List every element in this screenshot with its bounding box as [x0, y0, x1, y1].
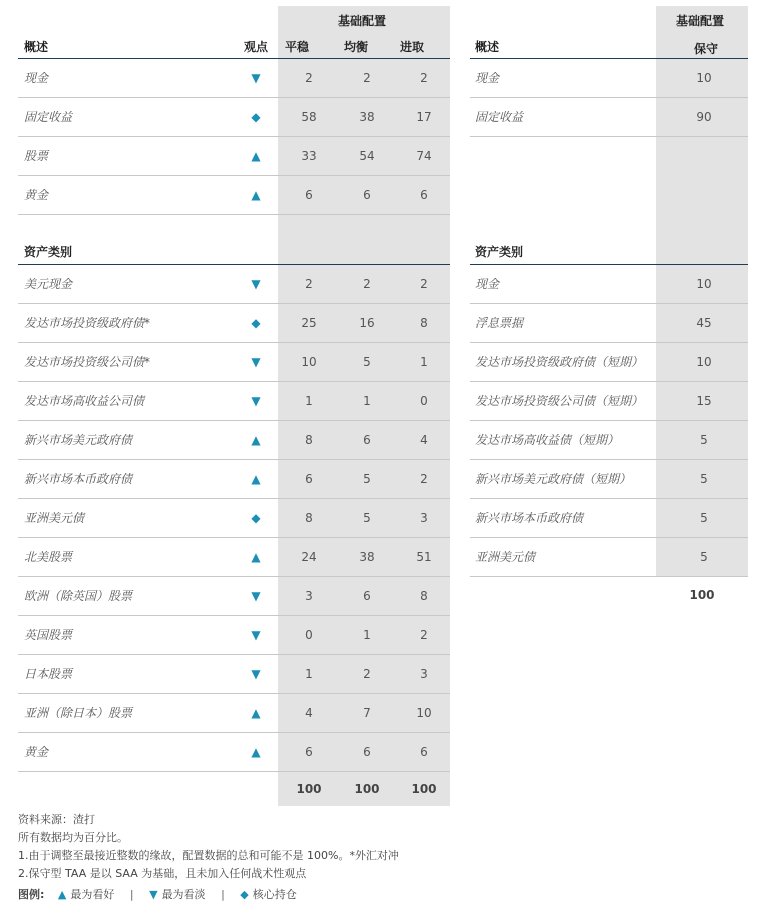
row-label: 发达市场投资级政府债*	[24, 316, 151, 330]
table-row	[18, 460, 450, 499]
row-label: 发达市场高收益债（短期）	[475, 433, 620, 447]
left-section-title: 资产类别	[24, 245, 73, 259]
source-note: 资料来源：渣打	[18, 813, 95, 826]
legend-up-text: 最为看好	[70, 888, 115, 901]
value-a: 1	[305, 394, 313, 408]
triangle-up-icon: ▲	[251, 149, 261, 163]
table-row	[18, 382, 450, 421]
value-c: 10	[416, 706, 432, 720]
left-col-desc: 概述	[24, 40, 49, 54]
row-label: 发达市场投资级公司债*	[24, 355, 151, 369]
value-c: 51	[416, 550, 432, 564]
value-a: 24	[301, 550, 317, 564]
value-conservative: 45	[696, 316, 712, 330]
row-label: 现金	[475, 277, 500, 291]
value-b: 6	[363, 745, 371, 759]
table-row	[18, 499, 450, 538]
left-total-c: 100	[411, 782, 437, 796]
value-c: 2	[420, 71, 428, 85]
value-c: 2	[420, 628, 428, 642]
legend-label: 图例:	[18, 888, 45, 901]
value-b: 2	[363, 71, 371, 85]
legend	[18, 886, 297, 902]
row-label: 股票	[24, 149, 49, 163]
table-row	[18, 421, 450, 460]
value-c: 17	[416, 110, 432, 124]
row-label: 发达市场高收益公司债	[24, 394, 145, 408]
value-b: 2	[363, 667, 371, 681]
row-label: 黄金	[24, 745, 49, 759]
value-a: 25	[301, 316, 317, 330]
value-c: 6	[420, 188, 428, 202]
value-c: 4	[420, 433, 428, 447]
triangle-up-icon: ▲	[57, 888, 67, 901]
value-a: 58	[301, 110, 317, 124]
value-a: 6	[305, 188, 313, 202]
triangle-down-icon: ▼	[251, 394, 261, 408]
legend-separator: |	[221, 888, 225, 901]
table-row	[18, 616, 450, 655]
value-conservative: 5	[700, 550, 708, 564]
value-b: 7	[363, 706, 371, 720]
left-group-header: 基础配置	[338, 14, 387, 28]
triangle-down-icon: ▼	[251, 71, 261, 85]
value-b: 1	[363, 628, 371, 642]
value-b: 38	[359, 550, 375, 564]
value-c: 2	[420, 472, 428, 486]
left-col-b: 均衡	[344, 40, 369, 54]
row-divider	[470, 136, 748, 137]
value-conservative: 5	[700, 511, 708, 525]
row-label: 新兴市场本币政府债	[24, 472, 133, 486]
table-row	[18, 265, 450, 304]
left-col-c: 进取	[400, 40, 425, 54]
right-col-desc: 概述	[475, 40, 500, 54]
value-b: 54	[359, 149, 375, 163]
value-a: 2	[305, 71, 313, 85]
row-label: 黄金	[24, 188, 49, 202]
table-row	[470, 460, 748, 499]
value-b: 2	[363, 277, 371, 291]
value-a: 0	[305, 628, 313, 642]
row-label: 新兴市场美元政府债	[24, 433, 133, 447]
value-conservative: 5	[700, 433, 708, 447]
table-row	[18, 59, 450, 98]
table-row	[470, 59, 748, 98]
triangle-up-icon: ▲	[251, 433, 261, 447]
right-total: 100	[689, 588, 715, 602]
percent-note: 所有数据均为百分比。	[18, 831, 128, 844]
row-label: 亚洲（除日本）股票	[24, 706, 133, 720]
value-c: 3	[420, 667, 428, 681]
diamond-icon: ◆	[251, 511, 261, 525]
legend-core-text: 核心持仓	[252, 888, 297, 901]
triangle-down-icon: ▼	[251, 667, 261, 681]
left-col-view: 观点	[244, 40, 269, 54]
triangle-down-icon: ▼	[251, 355, 261, 369]
table-row	[18, 733, 450, 772]
table-row	[18, 577, 450, 616]
value-b: 16	[359, 316, 375, 330]
table-row	[18, 98, 450, 137]
triangle-up-icon: ▲	[251, 472, 261, 486]
diamond-icon: ◆	[251, 110, 261, 124]
table-row	[18, 694, 450, 733]
triangle-down-icon: ▼	[251, 277, 261, 291]
table-row	[18, 137, 450, 176]
value-conservative: 10	[696, 277, 712, 291]
footnote-2: 2.保守型 TAA 是以 SAA 为基础，且未加入任何战术性观点	[18, 867, 307, 880]
row-label: 美元现金	[24, 277, 73, 291]
value-a: 33	[301, 149, 317, 163]
row-label: 北美股票	[24, 550, 73, 564]
row-label: 发达市场投资级政府债（短期）	[475, 355, 644, 369]
footnote-1: 1.由于调整至最接近整数的缘故，配置数据的总和可能不是 100%。*外汇对冲	[18, 849, 399, 862]
diamond-icon: ◆	[251, 316, 261, 330]
legend-separator: |	[129, 888, 134, 901]
value-c: 8	[420, 589, 428, 603]
triangle-down-icon: ▼	[149, 888, 158, 901]
triangle-up-icon: ▲	[251, 706, 261, 720]
value-b: 38	[359, 110, 375, 124]
value-a: 10	[301, 355, 317, 369]
value-a: 8	[305, 511, 313, 525]
value-b: 5	[363, 511, 371, 525]
row-label: 欧洲（除英国）股票	[24, 589, 133, 603]
triangle-up-icon: ▲	[251, 745, 261, 759]
value-conservative: 10	[696, 355, 712, 369]
triangle-down-icon: ▼	[251, 628, 261, 642]
table-row	[18, 343, 450, 382]
value-conservative: 5	[700, 472, 708, 486]
row-label: 新兴市场美元政府债（短期）	[475, 472, 632, 486]
row-divider	[470, 576, 748, 577]
value-a: 6	[305, 472, 313, 486]
right-col-value: 保守	[694, 42, 719, 56]
left-total-b: 100	[354, 782, 380, 796]
triangle-down-icon: ▼	[251, 589, 261, 603]
left-total-a: 100	[296, 782, 322, 796]
value-c: 8	[420, 316, 428, 330]
row-divider	[18, 214, 450, 215]
value-c: 0	[420, 394, 428, 408]
value-a: 2	[305, 277, 313, 291]
value-a: 6	[305, 745, 313, 759]
table-row	[18, 655, 450, 694]
triangle-up-icon: ▲	[251, 188, 261, 202]
table-row	[470, 343, 748, 382]
table-row	[470, 265, 748, 304]
value-a: 3	[305, 589, 313, 603]
row-label: 现金	[475, 71, 500, 85]
table-row	[470, 538, 748, 577]
table-row	[18, 538, 450, 577]
value-b: 5	[363, 472, 371, 486]
value-c: 3	[420, 511, 428, 525]
value-b: 1	[363, 394, 371, 408]
row-label: 现金	[24, 71, 49, 85]
value-b: 5	[363, 355, 371, 369]
triangle-up-icon: ▲	[251, 550, 261, 564]
table-row	[470, 98, 748, 137]
row-label: 新兴市场本币政府债	[475, 511, 584, 525]
value-a: 1	[305, 667, 313, 681]
row-label: 发达市场投资级公司债（短期）	[475, 394, 644, 408]
value-conservative: 90	[696, 110, 712, 124]
table-row	[470, 421, 748, 460]
left-col-a: 平稳	[285, 40, 310, 54]
row-label: 英国股票	[24, 628, 73, 642]
row-label: 浮息票据	[475, 316, 524, 330]
value-conservative: 15	[696, 394, 712, 408]
row-label: 亚洲美元债	[24, 511, 85, 525]
table-row	[18, 176, 450, 215]
value-c: 74	[416, 149, 432, 163]
table-row	[470, 304, 748, 343]
value-b: 6	[363, 589, 371, 603]
diamond-icon: ◆	[240, 888, 249, 901]
row-label: 日本股票	[24, 667, 73, 681]
row-divider	[18, 771, 450, 772]
row-label: 亚洲美元债	[475, 550, 536, 564]
table-row	[470, 382, 748, 421]
right-section-title: 资产类别	[475, 245, 524, 259]
table-row	[470, 499, 748, 538]
table-row	[18, 304, 450, 343]
value-a: 8	[305, 433, 313, 447]
value-c: 2	[420, 277, 428, 291]
value-b: 6	[363, 433, 371, 447]
row-label: 固定收益	[24, 110, 73, 124]
value-b: 6	[363, 188, 371, 202]
value-c: 1	[420, 355, 428, 369]
value-a: 4	[305, 706, 313, 720]
row-label: 固定收益	[475, 110, 524, 124]
legend-down-text: 最为看淡	[161, 888, 206, 901]
right-group-header: 基础配置	[676, 14, 725, 28]
value-conservative: 10	[696, 71, 712, 85]
value-c: 6	[420, 745, 428, 759]
